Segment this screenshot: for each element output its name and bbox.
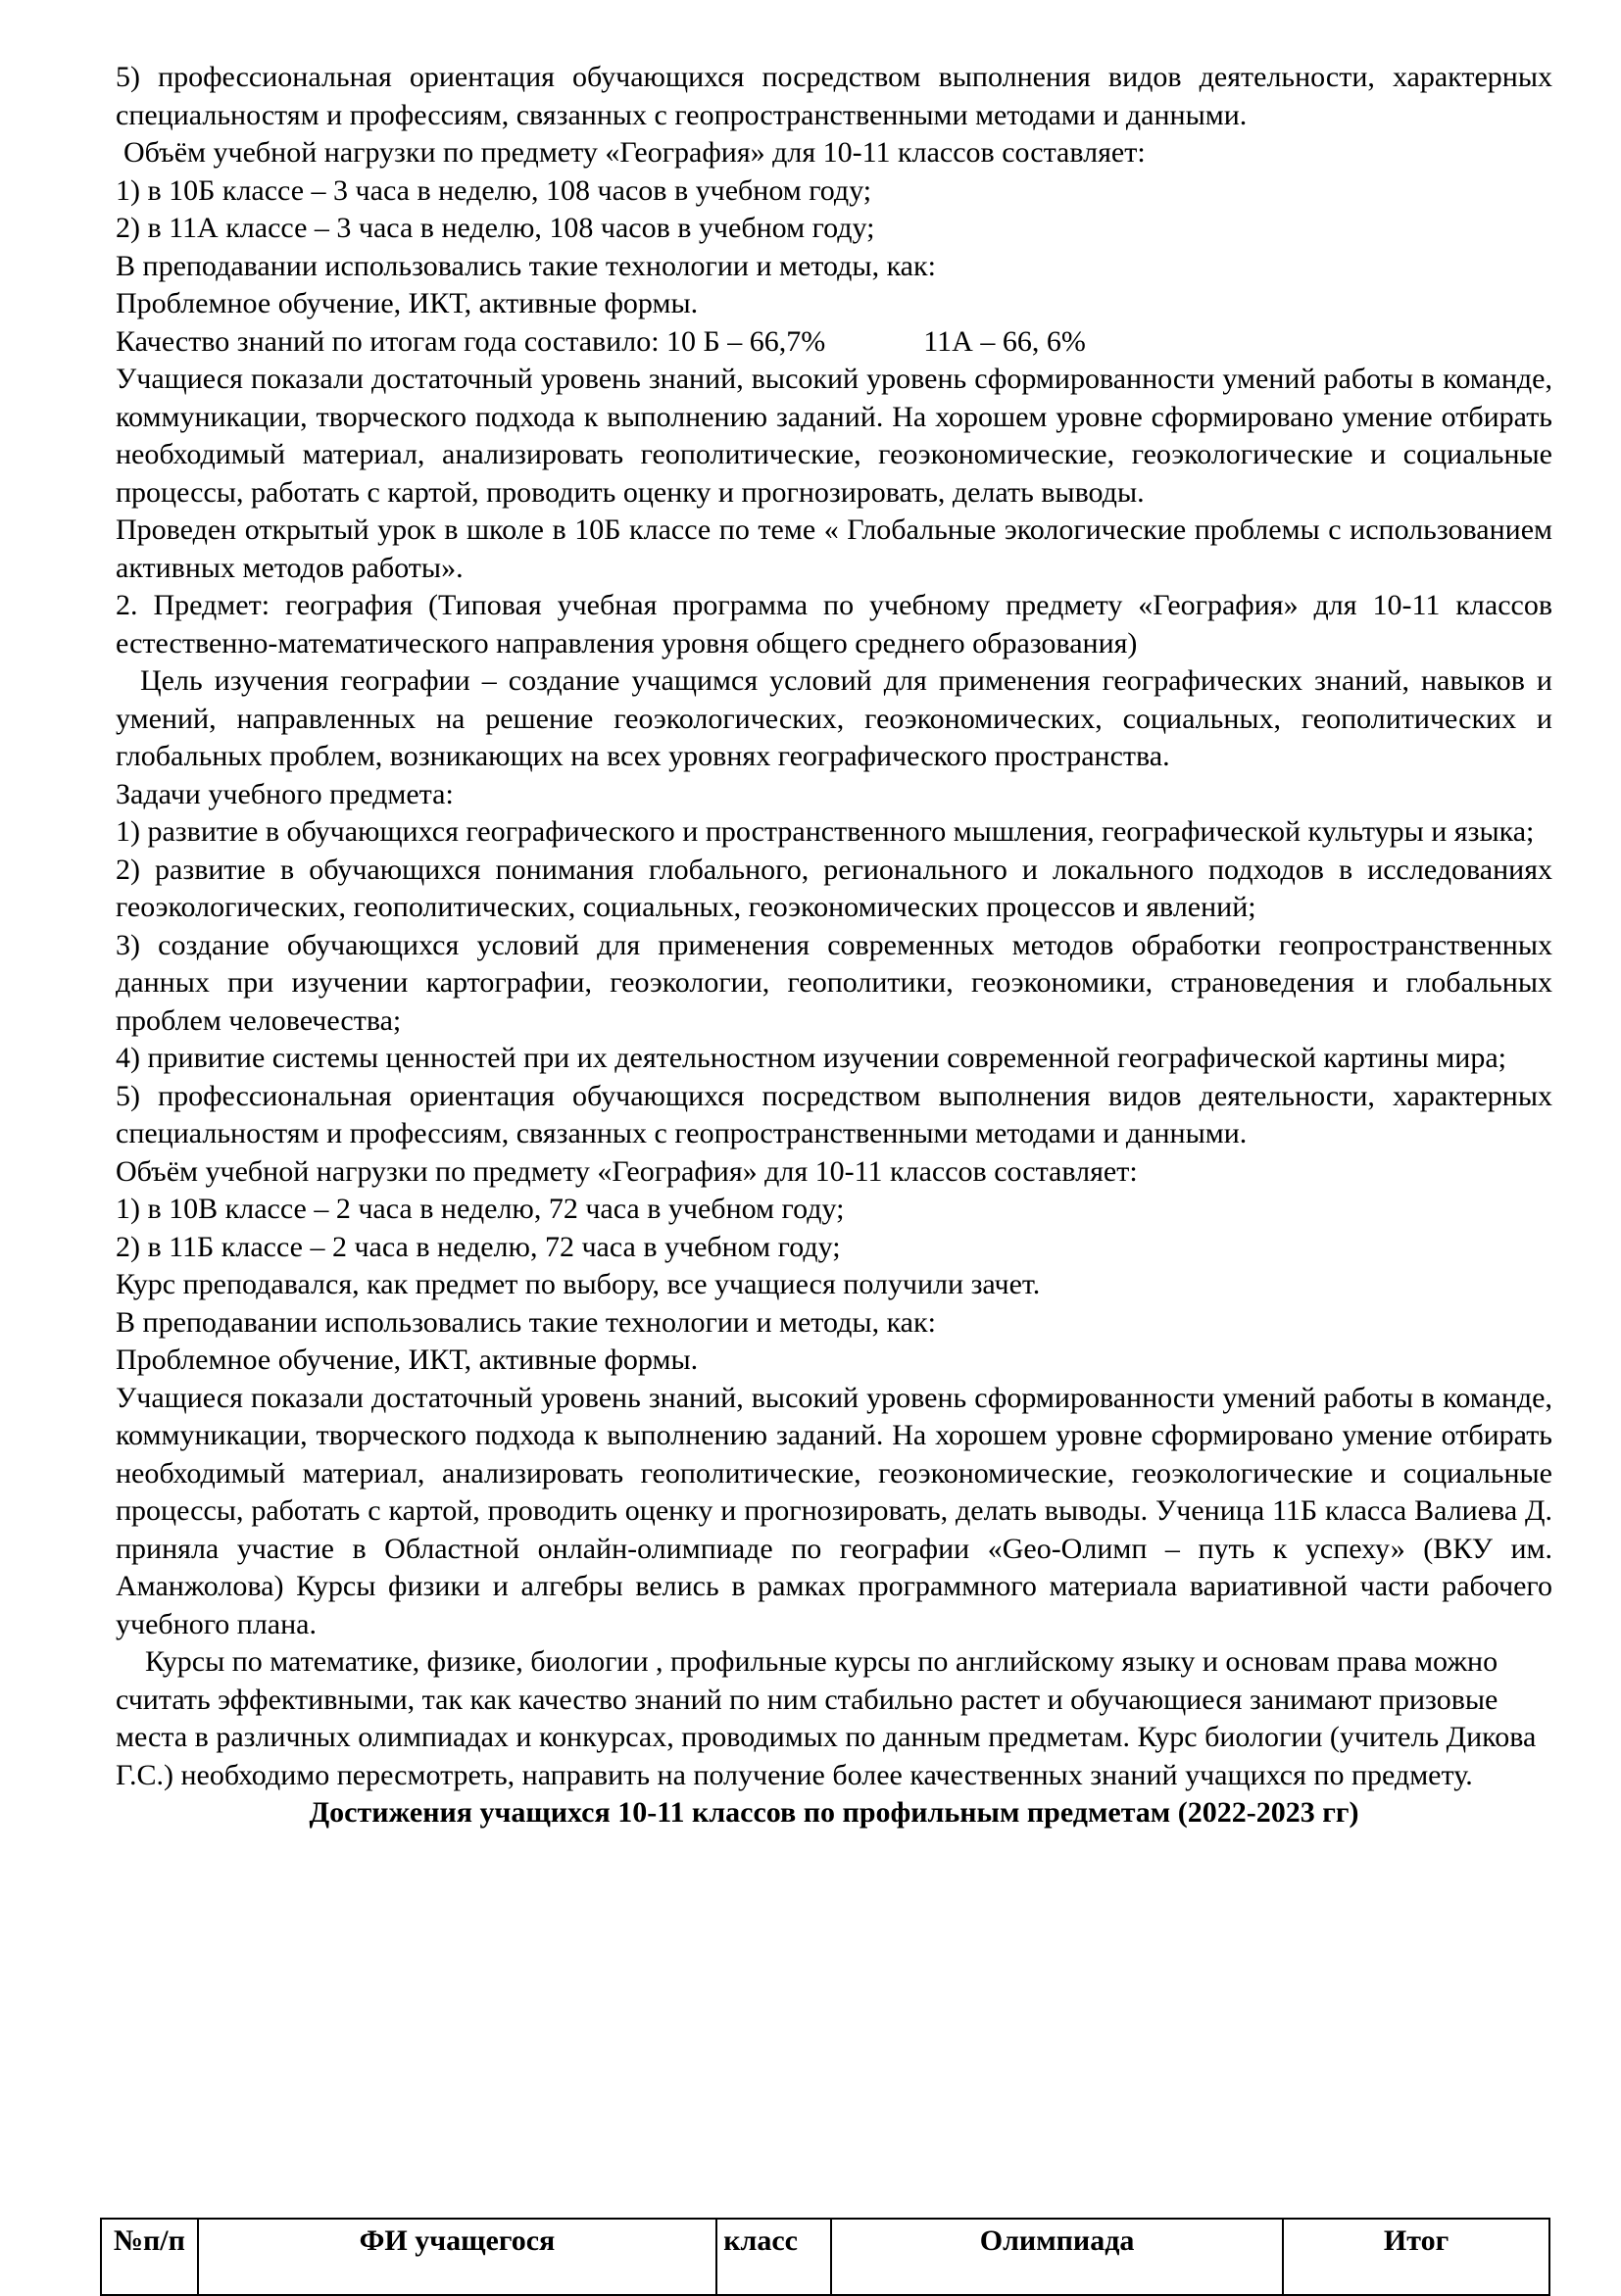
paragraph: Проблемное обучение, ИКТ, активные формы.	[116, 1343, 699, 1376]
col-header-olympiad: Олимпиада	[831, 2219, 1283, 2295]
paragraph: 2. Предмет: география (Типовая учебная программа по учебному предмету «География» для 10-11 классов естественно-математического направления уровня общего среднего образования)	[116, 589, 1552, 659]
paragraph	[116, 323, 1552, 362]
paragraph: Курсы по математике, физике, биологии , профильные курсы по английскому языку и основам права можно считать эффективными, так как качество знаний по ним стабильно растет и обучающиеся занимают призовые места в различных олимпиадах и конкурсах, проводимых по данным предметам. Курс биологии (учитель Дикова Г.С.) необходимо пересмотреть, направить на получение более качественных знаний учащихся по предмету.	[116, 1645, 1537, 1791]
paragraph: 5) профессиональная ориентация обучающихся посредством выполнения видов деятельности, характерных специальностям и профессиям, связанных с геопространственными методами и данными.	[116, 1079, 1552, 1149]
paragraph: 4) привитие системы ценностей при их деятельностном изучении современной географической картины мира;	[116, 1042, 1507, 1074]
paragraph: 3) создание обучающихся условий для применения современных методов обработки геопространственных данных при изучении картографии, геоэкологии, геополитики, геоэкономики, страноведения и глобальных проблем человечества;	[116, 928, 1552, 1037]
paragraph: Проблемное обучение, ИКТ, активные формы.	[116, 287, 699, 319]
col-header-number: №п/п	[101, 2219, 198, 2295]
paragraph: 1) в 10Б классе – 3 часа в неделю, 108 часов в учебном году;	[116, 173, 872, 207]
paragraph: Проведен открытый урок в школе в 10Б классе по теме « Глобальные экологические проблемы с использованием активных методов работы».	[116, 513, 1552, 584]
paragraph: 2) в 11А классе – 3 часа в неделю, 108 часов в учебном году;	[116, 212, 875, 244]
paragraph: Задачи учебного предмета:	[116, 777, 454, 810]
paragraph: 2) в 11Б классе – 2 часа в неделю, 72 часа в учебном году;	[116, 1230, 841, 1263]
table-header-row	[101, 2219, 1549, 2295]
paragraph: В преподавании использовались такие технологии и методы, как:	[116, 1305, 936, 1339]
paragraph: 1) в 10В классе – 2 часа в неделю, 72 часа в учебном году;	[116, 1193, 845, 1225]
paragraph: 1) развитие в обучающихся географического и пространственного мышления, географической культуры и языка;	[116, 815, 1535, 848]
paragraph: Учащиеся показали достаточный уровень знаний, высокий уровень сформированности умений работы в команде, коммуникации, творческого подхода к выполнению заданий. На хорошем уровне сформировано умение отбирать необходимый материал, анализировать геополитические, геоэкономические, геоэкологические и социальные процессы, работать с картой, проводить оценку и прогнозировать, делать выводы. Ученица 11Б класса Валиева Д. приняла участие в Областной онлайн-олимпиаде по географии «Geo-Олимп – путь к успеху» (ВКУ им. Аманжолова) Курсы физики и алгебры велись в рамках программного материала вариативной части рабочего учебного плана.	[116, 1381, 1552, 1640]
paragraph: Учащиеся показали достаточный уровень знаний, высокий уровень сформированности умений работы в команде, коммуникации, творческого подхода к выполнению заданий. На хорошем уровне сформировано умение отбирать необходимый материал, анализировать геополитические, геоэкономические, геоэкологические и социальные процессы, работать с картой, проводить оценку и прогнозировать, делать выводы.	[116, 363, 1552, 509]
col-header-result: Итог	[1283, 2219, 1549, 2295]
paragraph: Объём учебной нагрузки по предмету «География» для 10-11 классов составляет:	[116, 1154, 1138, 1188]
achievements-table	[100, 2218, 1550, 2296]
paragraph: В преподавании использовались такие технологии и методы, как:	[116, 249, 936, 282]
paragraph: Курс преподавался, как предмет по выбору, все учащиеся получили зачет.	[116, 1268, 1041, 1300]
paragraph: Цель изучения географии – создание учащимся условий для применения географических знаний, навыков и умений, направленных на решение геоэкологических, геоэкономических, социальных, геополитических и глобальных проблем, возникающих на всех уровнях географического пространства.	[116, 664, 1552, 772]
document-body	[116, 59, 1552, 1794]
quality-result-11a: 11А – 66, 6%	[923, 324, 1086, 358]
col-header-student-name: ФИ учащегося	[198, 2219, 717, 2295]
paragraph: 2) развитие в обучающихся понимания глобального, регионального и локального подходов в исследованиях геоэкологических, геополитических, социальных, геоэкономических процессов и явлений;	[116, 853, 1552, 923]
section-heading: Достижения учащихся 10-11 классов по профильным предметам (2022-2023 гг)	[309, 1796, 1359, 1829]
paragraph: 5) профессиональная ориентация обучающихся посредством выполнения видов деятельности, характерных специальностям и профессиям, связанных с геопространственными методами и данными.	[116, 61, 1552, 131]
col-header-class: класс	[716, 2219, 831, 2295]
paragraph: Объём учебной нагрузки по предмету «География» для 10-11 классов составляет:	[123, 136, 1146, 169]
quality-result-10b: Качество знаний по итогам года составило: 10 Б – 66,7%	[116, 324, 826, 358]
